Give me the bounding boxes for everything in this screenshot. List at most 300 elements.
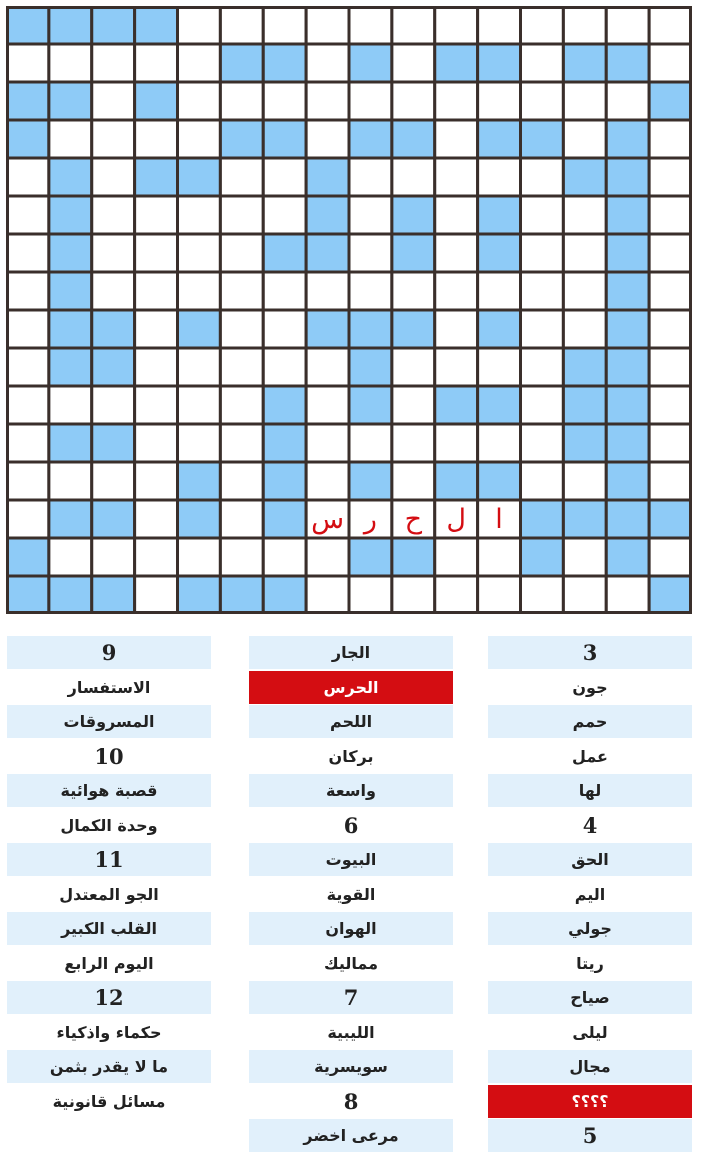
grid-cell[interactable] — [306, 234, 349, 272]
list-item: الليبية — [327, 1022, 375, 1042]
grid-cell[interactable] — [135, 6, 178, 44]
grid-cell[interactable] — [92, 120, 135, 158]
grid-cell[interactable] — [606, 500, 649, 538]
grid-cell[interactable] — [178, 6, 221, 44]
grid-cell[interactable] — [563, 6, 606, 44]
list-item: حمم — [488, 705, 692, 738]
grid-cell[interactable] — [92, 462, 135, 500]
grid-cell[interactable] — [263, 158, 306, 196]
grid-cell[interactable] — [435, 158, 478, 196]
grid-cell[interactable] — [435, 272, 478, 310]
grid-cell[interactable] — [349, 6, 392, 44]
list-item: البيوت — [249, 843, 453, 876]
list-item: حكماء واذكياء — [56, 1022, 162, 1042]
list-item: المسروقات — [7, 705, 211, 738]
grid-cell[interactable] — [6, 576, 49, 614]
grid-cell[interactable] — [649, 272, 692, 310]
grid-cell[interactable] — [92, 6, 135, 44]
grid-cell[interactable] — [606, 348, 649, 386]
list-header-number: 5 — [488, 1119, 692, 1152]
grid-cell[interactable] — [263, 6, 306, 44]
grid-cell[interactable] — [392, 576, 435, 614]
grid-cell[interactable] — [6, 44, 49, 82]
grid-cell[interactable] — [392, 310, 435, 348]
grid-cell[interactable] — [606, 462, 649, 500]
grid-cell[interactable] — [178, 576, 221, 614]
grid-cell[interactable] — [435, 234, 478, 272]
grid-cell[interactable] — [563, 424, 606, 462]
list-header-number: 7 — [249, 981, 453, 1014]
grid-cell[interactable] — [220, 272, 263, 310]
grid-cell[interactable] — [263, 310, 306, 348]
grid-cell[interactable] — [263, 462, 306, 500]
list-header-number: 3 — [488, 636, 692, 669]
grid-cell[interactable] — [92, 386, 135, 424]
grid-cell[interactable] — [478, 386, 521, 424]
grid-cell[interactable] — [649, 120, 692, 158]
grid-cell[interactable] — [263, 424, 306, 462]
grid-cell[interactable] — [606, 272, 649, 310]
grid-cell[interactable] — [92, 500, 135, 538]
grid-letter: س — [311, 504, 345, 535]
grid-cell[interactable] — [135, 82, 178, 120]
grid-cell[interactable] — [392, 424, 435, 462]
grid-cell[interactable] — [306, 6, 349, 44]
grid-cell[interactable] — [606, 424, 649, 462]
grid-cell[interactable] — [349, 576, 392, 614]
grid-cell[interactable] — [563, 158, 606, 196]
grid-cell[interactable] — [606, 386, 649, 424]
grid-cell[interactable] — [135, 196, 178, 234]
grid-cell[interactable] — [435, 120, 478, 158]
grid-cell[interactable] — [478, 120, 521, 158]
grid-cell[interactable] — [6, 234, 49, 272]
grid-cell[interactable] — [263, 44, 306, 82]
grid-cell[interactable] — [220, 158, 263, 196]
word-lists — [0, 636, 702, 1149]
grid-cell[interactable] — [392, 348, 435, 386]
list-item: ريتا — [576, 953, 604, 973]
grid-cell[interactable] — [478, 82, 521, 120]
grid-cell[interactable] — [49, 158, 92, 196]
grid-cell[interactable] — [92, 310, 135, 348]
grid-cell[interactable] — [649, 348, 692, 386]
grid-cell[interactable] — [6, 462, 49, 500]
grid-cell[interactable] — [6, 424, 49, 462]
grid-cell[interactable] — [178, 462, 221, 500]
grid-cell[interactable] — [435, 462, 478, 500]
grid-cell[interactable] — [478, 196, 521, 234]
grid-cell[interactable] — [478, 576, 521, 614]
grid-cell[interactable] — [6, 386, 49, 424]
grid-cell[interactable] — [478, 158, 521, 196]
grid-cell[interactable] — [263, 348, 306, 386]
list-item: مماليك — [323, 953, 379, 973]
grid-cell[interactable] — [49, 538, 92, 576]
list-item: الهوان — [249, 912, 453, 945]
grid-cell[interactable] — [606, 158, 649, 196]
grid-cell[interactable] — [49, 196, 92, 234]
grid-cell[interactable] — [6, 538, 49, 576]
grid-cell[interactable] — [306, 196, 349, 234]
list-item: وحدة الكمال — [60, 815, 158, 835]
grid-cell[interactable] — [563, 120, 606, 158]
grid-cell[interactable] — [6, 82, 49, 120]
grid-cell[interactable] — [263, 386, 306, 424]
grid-cell[interactable] — [49, 310, 92, 348]
grid-letter: ح — [404, 504, 423, 535]
grid-cell[interactable] — [435, 424, 478, 462]
grid-cell[interactable] — [92, 272, 135, 310]
grid-cell[interactable] — [521, 272, 564, 310]
grid-cell[interactable] — [478, 348, 521, 386]
grid-cell[interactable] — [263, 82, 306, 120]
grid-cell[interactable] — [349, 44, 392, 82]
grid-cell[interactable] — [220, 386, 263, 424]
grid-cell[interactable] — [563, 500, 606, 538]
grid-cell[interactable] — [435, 82, 478, 120]
grid-cell[interactable] — [435, 44, 478, 82]
grid-cell[interactable] — [306, 120, 349, 158]
grid-cell[interactable] — [49, 500, 92, 538]
grid-cell[interactable] — [392, 196, 435, 234]
list-header-number: 9 — [7, 636, 211, 669]
grid-cell[interactable] — [178, 196, 221, 234]
grid-cell[interactable] — [606, 538, 649, 576]
grid-cell[interactable] — [349, 462, 392, 500]
grid-cell[interactable] — [220, 310, 263, 348]
grid-cell[interactable] — [49, 120, 92, 158]
grid-cell[interactable] — [178, 158, 221, 196]
grid-cell[interactable] — [392, 272, 435, 310]
grid-cell[interactable] — [92, 576, 135, 614]
word-list-left — [7, 636, 211, 1119]
grid-cell[interactable] — [563, 576, 606, 614]
grid-cell[interactable] — [135, 462, 178, 500]
grid-cell[interactable] — [220, 44, 263, 82]
grid-cell[interactable] — [263, 576, 306, 614]
grid-cell[interactable] — [521, 500, 564, 538]
grid-cell[interactable] — [135, 44, 178, 82]
grid-cell[interactable] — [178, 234, 221, 272]
grid-cell[interactable] — [220, 6, 263, 44]
grid-cell[interactable] — [392, 158, 435, 196]
grid-cell[interactable] — [6, 158, 49, 196]
grid-cell[interactable] — [435, 310, 478, 348]
grid-cell[interactable] — [92, 424, 135, 462]
grid-cell[interactable] — [521, 158, 564, 196]
grid-cell[interactable] — [263, 120, 306, 158]
grid-cell[interactable] — [220, 196, 263, 234]
grid-cell[interactable] — [392, 234, 435, 272]
grid-cell[interactable] — [135, 576, 178, 614]
grid-cell[interactable] — [178, 386, 221, 424]
grid-cell[interactable] — [6, 120, 49, 158]
grid-cell[interactable] — [521, 234, 564, 272]
grid-cell[interactable] — [220, 234, 263, 272]
list-item: اللحم — [249, 705, 453, 738]
grid-cell[interactable] — [606, 44, 649, 82]
grid-cell[interactable] — [606, 234, 649, 272]
grid-cell[interactable] — [178, 538, 221, 576]
list-header-number: 6 — [343, 812, 359, 838]
grid-cell[interactable] — [392, 386, 435, 424]
grid-cell[interactable] — [306, 158, 349, 196]
grid-cell[interactable] — [49, 348, 92, 386]
grid-cell[interactable] — [178, 44, 221, 82]
grid-cell[interactable] — [306, 576, 349, 614]
grid-cell[interactable] — [563, 44, 606, 82]
grid-cell[interactable] — [220, 424, 263, 462]
grid-cell[interactable] — [263, 500, 306, 538]
grid-cell[interactable] — [135, 348, 178, 386]
list-item: اليم — [574, 884, 606, 904]
grid-cell[interactable] — [649, 196, 692, 234]
list-item: صياح — [488, 981, 692, 1014]
list-item: اليوم الرابع — [64, 953, 154, 973]
grid-cell[interactable] — [478, 424, 521, 462]
grid-cell[interactable] — [478, 272, 521, 310]
grid-cell[interactable] — [135, 424, 178, 462]
grid-cell[interactable] — [349, 272, 392, 310]
grid-cell[interactable] — [392, 82, 435, 120]
list-item: عمل — [572, 746, 608, 766]
grid-cell[interactable] — [649, 234, 692, 272]
grid-cell[interactable] — [349, 82, 392, 120]
list-item: قصبة هوائية — [7, 774, 211, 807]
grid-cell[interactable] — [178, 348, 221, 386]
grid-cell[interactable] — [563, 272, 606, 310]
grid-cell[interactable] — [92, 538, 135, 576]
grid-cell[interactable] — [392, 538, 435, 576]
list-item: بركان — [328, 746, 374, 766]
list-item: مجال — [488, 1050, 692, 1083]
list-item: لها — [488, 774, 692, 807]
list-header-number: 12 — [7, 981, 211, 1014]
list-item-highlighted: ؟؟؟؟ — [488, 1085, 692, 1118]
list-header-number: 10 — [94, 743, 124, 769]
grid-cell[interactable] — [135, 386, 178, 424]
grid-cell[interactable] — [478, 462, 521, 500]
grid-cell[interactable] — [649, 44, 692, 82]
list-header-number: 4 — [582, 812, 598, 838]
grid-cell[interactable] — [178, 424, 221, 462]
grid-cell[interactable] — [49, 462, 92, 500]
grid-cell[interactable] — [306, 538, 349, 576]
grid-cell[interactable] — [649, 82, 692, 120]
grid-cell[interactable] — [521, 44, 564, 82]
grid-cell[interactable] — [649, 576, 692, 614]
grid-letter: ر — [363, 504, 377, 535]
grid-cell[interactable] — [435, 386, 478, 424]
grid-cell[interactable] — [6, 348, 49, 386]
grid-cell[interactable] — [49, 44, 92, 82]
grid-cell[interactable] — [349, 234, 392, 272]
grid-cell[interactable] — [6, 272, 49, 310]
grid-cell[interactable] — [49, 576, 92, 614]
grid-cell[interactable] — [521, 310, 564, 348]
grid-cell[interactable] — [220, 462, 263, 500]
grid-cell[interactable] — [521, 576, 564, 614]
grid-cell[interactable] — [521, 82, 564, 120]
grid-cell[interactable] — [435, 196, 478, 234]
grid-cell[interactable] — [649, 386, 692, 424]
grid-cell[interactable] — [521, 6, 564, 44]
list-item: الجار — [249, 636, 453, 669]
grid-cell[interactable] — [220, 120, 263, 158]
grid-cell[interactable] — [220, 500, 263, 538]
grid-cell[interactable] — [49, 424, 92, 462]
grid-cell[interactable] — [178, 82, 221, 120]
grid-cell[interactable] — [306, 462, 349, 500]
grid-cell[interactable] — [135, 158, 178, 196]
grid-cell[interactable] — [563, 538, 606, 576]
grid-cell[interactable] — [135, 120, 178, 158]
grid-cell[interactable] — [392, 120, 435, 158]
grid-cell[interactable] — [521, 348, 564, 386]
grid-cell[interactable] — [563, 82, 606, 120]
grid-cell[interactable] — [349, 348, 392, 386]
grid-cell[interactable] — [306, 82, 349, 120]
grid-cell[interactable] — [521, 538, 564, 576]
grid-cell[interactable] — [606, 82, 649, 120]
word-list-middle — [249, 636, 453, 1154]
grid-cell[interactable] — [649, 6, 692, 44]
list-header-number: 11 — [7, 843, 211, 876]
grid-cell[interactable] — [349, 424, 392, 462]
grid-cell[interactable] — [263, 196, 306, 234]
grid-cell[interactable] — [135, 272, 178, 310]
grid-canvas[interactable] — [6, 6, 692, 614]
list-item: ليلى — [572, 1022, 608, 1042]
list-item: الاستفسار — [67, 677, 151, 697]
grid-cell[interactable] — [306, 310, 349, 348]
list-item: مرعى اخضر — [249, 1119, 453, 1152]
grid-cell[interactable] — [306, 44, 349, 82]
grid-cell[interactable] — [178, 500, 221, 538]
grid-cell[interactable] — [306, 424, 349, 462]
grid-cell[interactable] — [563, 196, 606, 234]
grid-cell[interactable] — [220, 348, 263, 386]
crossword-grid[interactable] — [6, 6, 692, 614]
grid-cell[interactable] — [49, 6, 92, 44]
grid-cell[interactable] — [349, 158, 392, 196]
grid-cell[interactable] — [349, 310, 392, 348]
grid-cell[interactable] — [306, 386, 349, 424]
grid-cell[interactable] — [649, 310, 692, 348]
grid-cell[interactable] — [478, 538, 521, 576]
grid-cell[interactable] — [521, 462, 564, 500]
grid-cell[interactable] — [435, 6, 478, 44]
grid-cell[interactable] — [49, 272, 92, 310]
grid-cell[interactable] — [92, 44, 135, 82]
grid-cell[interactable] — [349, 538, 392, 576]
grid-cell[interactable] — [6, 196, 49, 234]
list-header-number: 8 — [343, 1088, 359, 1114]
grid-cell[interactable] — [220, 576, 263, 614]
grid-cell[interactable] — [392, 6, 435, 44]
grid-cell[interactable] — [220, 538, 263, 576]
grid-cell[interactable] — [606, 576, 649, 614]
grid-cell[interactable] — [435, 576, 478, 614]
grid-cell[interactable] — [563, 234, 606, 272]
grid-cell[interactable] — [392, 462, 435, 500]
grid-cell[interactable] — [135, 310, 178, 348]
grid-cell[interactable] — [392, 44, 435, 82]
grid-cell[interactable] — [349, 196, 392, 234]
grid-cell[interactable] — [521, 196, 564, 234]
grid-cell[interactable] — [521, 424, 564, 462]
list-item: الحق — [488, 843, 692, 876]
grid-cell[interactable] — [135, 234, 178, 272]
grid-cell[interactable] — [263, 538, 306, 576]
list-item: مسائل قانونية — [52, 1091, 166, 1111]
grid-cell[interactable] — [606, 120, 649, 158]
grid-cell[interactable] — [349, 120, 392, 158]
grid-cell[interactable] — [649, 158, 692, 196]
grid-cell[interactable] — [135, 538, 178, 576]
grid-cell[interactable] — [92, 196, 135, 234]
grid-cell[interactable] — [606, 196, 649, 234]
list-item: ما لا يقدر بثمن — [7, 1050, 211, 1083]
grid-cell[interactable] — [521, 386, 564, 424]
grid-cell[interactable] — [349, 386, 392, 424]
grid-cell[interactable] — [435, 538, 478, 576]
list-item: الجو المعتدل — [59, 884, 159, 904]
list-item: جولي — [488, 912, 692, 945]
grid-cell[interactable] — [6, 6, 49, 44]
grid-cell[interactable] — [478, 310, 521, 348]
grid-cell[interactable] — [563, 310, 606, 348]
grid-cell[interactable] — [220, 82, 263, 120]
grid-cell[interactable] — [49, 386, 92, 424]
grid-cell[interactable] — [6, 310, 49, 348]
grid-cell[interactable] — [649, 462, 692, 500]
grid-cell[interactable] — [563, 386, 606, 424]
grid-cell[interactable] — [92, 82, 135, 120]
grid-cell[interactable] — [563, 348, 606, 386]
grid-cell[interactable] — [178, 120, 221, 158]
list-item: القوية — [326, 884, 376, 904]
grid-cell[interactable] — [6, 500, 49, 538]
grid-cell[interactable] — [563, 462, 606, 500]
grid-cell[interactable] — [649, 500, 692, 538]
grid-cell[interactable] — [649, 424, 692, 462]
grid-cell[interactable] — [478, 234, 521, 272]
grid-cell[interactable] — [263, 234, 306, 272]
grid-cell[interactable] — [92, 158, 135, 196]
grid-cell[interactable] — [92, 348, 135, 386]
grid-cell[interactable] — [135, 500, 178, 538]
grid-cell[interactable] — [306, 272, 349, 310]
grid-cell[interactable] — [606, 310, 649, 348]
grid-cell[interactable] — [606, 6, 649, 44]
grid-cell[interactable] — [178, 272, 221, 310]
grid-cell[interactable] — [478, 44, 521, 82]
grid-cell[interactable] — [521, 120, 564, 158]
grid-cell[interactable] — [49, 234, 92, 272]
grid-cell[interactable] — [435, 348, 478, 386]
grid-cell[interactable] — [49, 82, 92, 120]
list-item: واسعة — [249, 774, 453, 807]
grid-cell[interactable] — [178, 310, 221, 348]
grid-cell[interactable] — [92, 234, 135, 272]
grid-cell[interactable] — [263, 272, 306, 310]
grid-letter: ل — [446, 504, 466, 535]
grid-cell[interactable] — [306, 348, 349, 386]
grid-cell[interactable] — [649, 538, 692, 576]
grid-cell[interactable] — [478, 6, 521, 44]
